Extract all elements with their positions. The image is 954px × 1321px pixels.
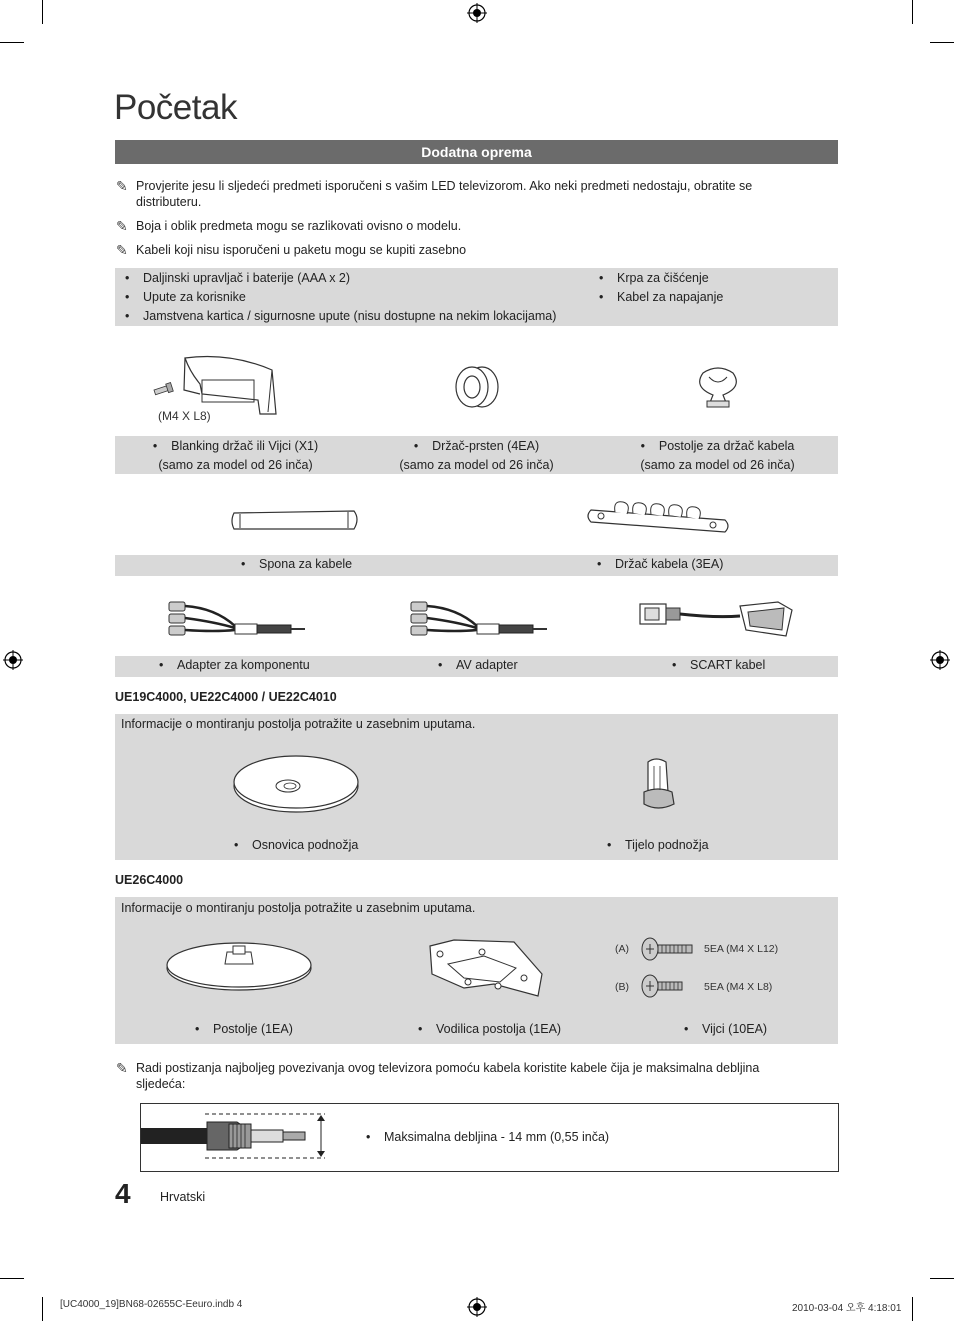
row2-caption-box [115, 555, 838, 576]
pencil-icon: ✎ [116, 1060, 128, 1076]
list-item: • Kabel za napajanje [599, 290, 724, 304]
scart-cable-icon [636, 596, 798, 646]
item-caption: • AV adapter [438, 658, 518, 672]
crop-mark [0, 1278, 24, 1279]
screw-b-spec: 5EA (M4 X L8) [704, 981, 773, 993]
list-item: • Jamstvena kartica / sigurnosne upute (nisu dostupne na nekim lokacijama) [125, 309, 557, 323]
note: ✎ Radi postizanja najboljeg povezivanja ovog televizora pomoću kabela koristite kabele čija je maksimalna debljina sljedeća: [116, 1060, 760, 1091]
pencil-icon: ✎ [116, 178, 128, 194]
screw-a-tag: (A) [615, 943, 629, 955]
model-list: UE19C4000, UE22C4000 / UE22C4010 [115, 690, 337, 704]
item-caption: • Vijci (10EA) [684, 1022, 768, 1036]
item-caption: • Tijelo podnožja [607, 838, 709, 852]
item-caption: • Postolje za držač kabela (samo za model od 26 inča) [640, 439, 795, 472]
note: ✎ Kabeli koji nisu isporučeni u paketu mogu se kupiti zasebno [116, 242, 467, 258]
item-caption: • Adapter za komponentu [159, 658, 310, 672]
footer-timestamp: 2010-03-04 오후 4:18:01 [792, 1303, 902, 1314]
item-caption: • SCART kabel [672, 658, 766, 672]
cable-tie-icon [230, 505, 362, 535]
pencil-icon: ✎ [116, 242, 128, 258]
section-header: Dodatna oprema [115, 140, 838, 164]
item-caption: • Blanking držač ili Vijci (X1) (samo za model od 26 inča) [152, 439, 319, 472]
stand-info: Informacije o montiranju postolja potražite u zasebnim uputama. [121, 901, 476, 915]
list-item: • Upute za korisnike [125, 290, 246, 304]
screw-b-icon [640, 973, 696, 999]
stand-box-1 [115, 714, 838, 860]
item-caption: • Osnovica podnožja [234, 838, 359, 852]
note: ✎ Provjerite jesu li sljedeći predmeti isporučeni s vašim LED televizorom. Ako neki predmeti nedostaju, obratite se distributeru. [116, 178, 753, 209]
screw-size-label: (M4 X L8) [158, 409, 211, 423]
cable-thickness-icon [141, 1112, 331, 1160]
language-label: Hrvatski [160, 1190, 206, 1204]
component-adapter-icon [165, 598, 310, 644]
screw-a-icon [640, 936, 696, 962]
crop-mark [0, 42, 24, 43]
screw-a-spec: 5EA (M4 X L12) [704, 943, 779, 955]
cable-holder-stand-icon [693, 365, 743, 410]
stand-info: Informacije o montiranju postolja potražite u zasebnim uputama. [121, 717, 476, 731]
registration-mark-icon [930, 650, 950, 670]
crop-mark [42, 1297, 43, 1321]
item-caption: • Postolje (1EA) [195, 1022, 293, 1036]
crop-mark [930, 42, 954, 43]
item-caption: • Spona za kabele [241, 557, 353, 571]
note: ✎ Boja i oblik predmeta mogu se razlikovati ovisno o modelu. [116, 218, 462, 234]
list-item: • Krpa za čišćenje [599, 271, 709, 285]
footer-file: [UC4000_19]BN68-02655C-Eeuro.indb 4 [60, 1299, 243, 1310]
av-adapter-icon [407, 598, 552, 644]
registration-mark-icon [467, 1297, 487, 1317]
crop-mark [912, 1297, 913, 1321]
cable-holder-icon [585, 498, 733, 538]
registration-mark-icon [3, 650, 23, 670]
holder-ring-icon [452, 365, 502, 410]
item-caption: • Držač-prsten (4EA) (samo za model od 26 inča) [399, 439, 554, 472]
list-item: • Daljinski upravljač i baterije (AAA x 2) [125, 271, 351, 285]
registration-mark-icon [467, 3, 487, 23]
crop-mark [42, 0, 43, 24]
crop-mark [912, 0, 913, 24]
stand-base-icon [230, 752, 362, 814]
stand-body-icon [636, 756, 680, 812]
page-title: Početak [114, 88, 237, 127]
screw-b-tag: (B) [615, 981, 629, 993]
item-caption: • Držač kabela (3EA) [597, 557, 724, 571]
stand-icon [163, 938, 315, 994]
crop-mark [930, 1278, 954, 1279]
page-number: 4 [115, 1178, 131, 1209]
pencil-icon: ✎ [116, 218, 128, 234]
model-list: UE26C4000 [115, 873, 184, 887]
stand-guide-icon [424, 934, 546, 1000]
cable-spec: • Maksimalna debljina - 14 mm (0,55 inča) [366, 1130, 610, 1144]
item-caption: • Vodilica postolja (1EA) [418, 1022, 562, 1036]
